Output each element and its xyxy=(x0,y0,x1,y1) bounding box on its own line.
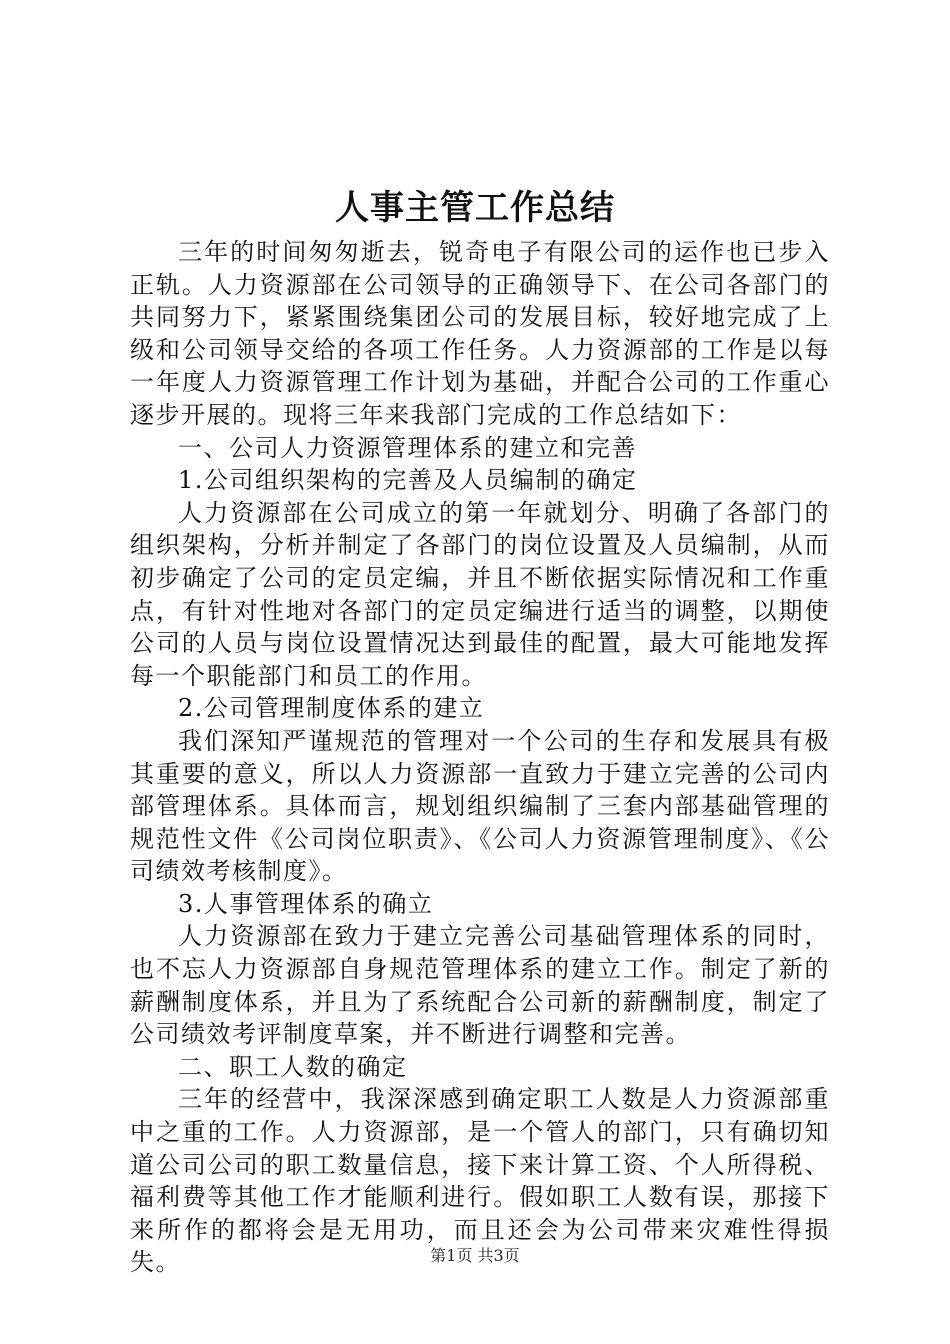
section-heading-1: 一、公司人力资源管理体系的建立和完善 xyxy=(178,433,637,462)
paragraph-intro: 三年的时间匆匆逝去，锐奇电子有限公司的运作也已步入正轨。人力资源部在公司领导的正确领导下、在公司各部门的共同努力下，紧紧围绕集团公司的发展目标，较好地完成了上级和公司领导交给的各项工作任务。人力资源部的工作是以每一年度人力资源管理工作计划为基础，并配合公司的工作重心逐步开展的。现将三年来我部门完成的工作总结如下： xyxy=(130,238,830,429)
document-body xyxy=(130,236,830,1279)
paragraph-hr-system: 人力资源部在致力于建立完善公司基础管理体系的同时，也不忘人力资源部自身规范管理体系的建立工作。制定了新的薪酬制度体系，并且为了系统配合公司新的薪酬制度，制定了公司绩效考评制度草案，并不断进行调整和完善。 xyxy=(130,922,830,1049)
paragraph-org-structure: 人力资源部在公司成立的第一年就划分、明确了各部门的组织架构，分析并制定了各部门的岗位设置及人员编制，从而初步确定了公司的定员定编，并且不断依据实际情况和工作重点，有针对性地对各部门的定员定编进行适当的调整，以期使公司的人员与岗位设置情况达到最佳的配置，最大可能地发挥每一个职能部门和员工的作用。 xyxy=(130,498,830,690)
subsection-heading-1-1: 1.公司组织架构的完善及人员编制的确定 xyxy=(178,466,638,495)
document-title: 人事主管工作总结 xyxy=(335,188,615,228)
section-heading-2: 二、职工人数的确定 xyxy=(178,1052,408,1081)
paragraph-management-system: 我们深知严谨规范的管理对一个公司的生存和发展具有极其重要的意义，所以人力资源部一直致力于建立完善的公司内部管理体系。具体而言，规划组织编制了三套内部基础管理的规范性文件《公司岗位职责》、《公司人力资源管理制度》、《公司绩效考核制度》。 xyxy=(130,726,830,886)
subsection-heading-1-2: 2.公司管理制度体系的建立 xyxy=(178,694,485,723)
subsection-heading-1-3: 3.人事管理体系的确立 xyxy=(178,889,434,918)
page-number-footer: 第1页 共3页 xyxy=(430,1246,520,1265)
paragraph-headcount: 三年的经营中，我深深感到确定职工人数是人力资源部重中之重的工作。人力资源部，是一个管人的部门，只有确切知道公司公司的职工数量信息，接下来计算工资、个人所得税、福利费等其他工作才能顺利进行。假如职工人数有误，那接下来所作的都将会是无用功，而且还会为公司带来灾难性得损失。 xyxy=(130,1085,830,1277)
